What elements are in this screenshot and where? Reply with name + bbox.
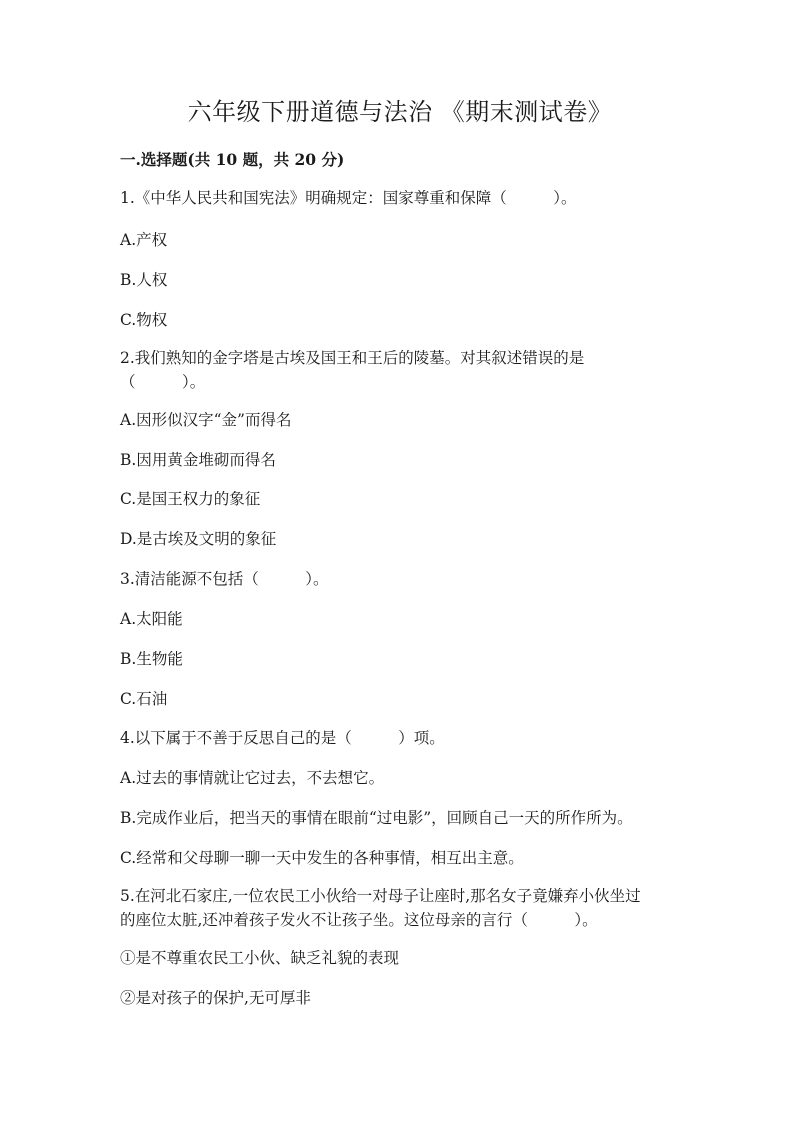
question-2-stem-line2: （ ）。 <box>120 373 206 391</box>
question-3-option-c: C.石油 <box>120 690 168 708</box>
question-2-option-c: C.是国王权力的象征 <box>120 490 261 508</box>
question-1-option-b: B.人权 <box>120 271 168 289</box>
question-4-option-c: C.经常和父母聊一聊一天中发生的各种事情，相互出主意。 <box>120 849 524 867</box>
question-2-option-b: B.因用黄金堆砌而得名 <box>120 451 276 469</box>
question-5-statement-2: ②是对孩子的保护,无可厚非 <box>120 989 311 1007</box>
section-heading: 一.选择题(共 10 题，共 20 分) <box>120 150 345 169</box>
question-4-stem: 4.以下属于不善于反思自己的是（ ）项。 <box>120 729 445 747</box>
question-4-option-a: A.过去的事情就让它过去，不去想它。 <box>120 769 385 787</box>
question-1-option-a: A.产权 <box>120 231 168 249</box>
question-3-option-a: A.太阳能 <box>120 610 183 628</box>
question-5-stem-line2: 的座位太脏,还冲着孩子发火不让孩子坐。这位母亲的言行（ ）。 <box>120 911 598 929</box>
question-2-option-d: D.是古埃及文明的象征 <box>120 530 277 548</box>
question-2-stem-line1: 2.我们熟知的金字塔是古埃及国王和王后的陵墓。对其叙述错误的是 <box>120 349 585 367</box>
question-1-stem: 1.《中华人民共和国宪法》明确规定：国家尊重和保障（ ）。 <box>120 189 577 207</box>
question-4-option-b: B.完成作业后，把当天的事情在眼前“过电影”，回顾自己一天的所作所为。 <box>120 809 633 827</box>
question-3-option-b: B.生物能 <box>120 650 183 668</box>
question-3-stem: 3.清洁能源不包括（ ）。 <box>120 570 329 588</box>
question-5-stem-line1: 5.在河北石家庄,一位农民工小伙给一对母子让座时,那名女子竟嫌弃小伙坐过 <box>120 887 641 905</box>
page-title: 六年级下册道德与法治 《期末测试卷》 <box>187 98 613 126</box>
question-5-statement-1: ①是不尊重农民工小伙、缺乏礼貌的表现 <box>120 949 400 967</box>
question-1-option-c: C.物权 <box>120 311 168 329</box>
question-2-option-a: A.因形似汉字“金”而得名 <box>120 411 292 429</box>
